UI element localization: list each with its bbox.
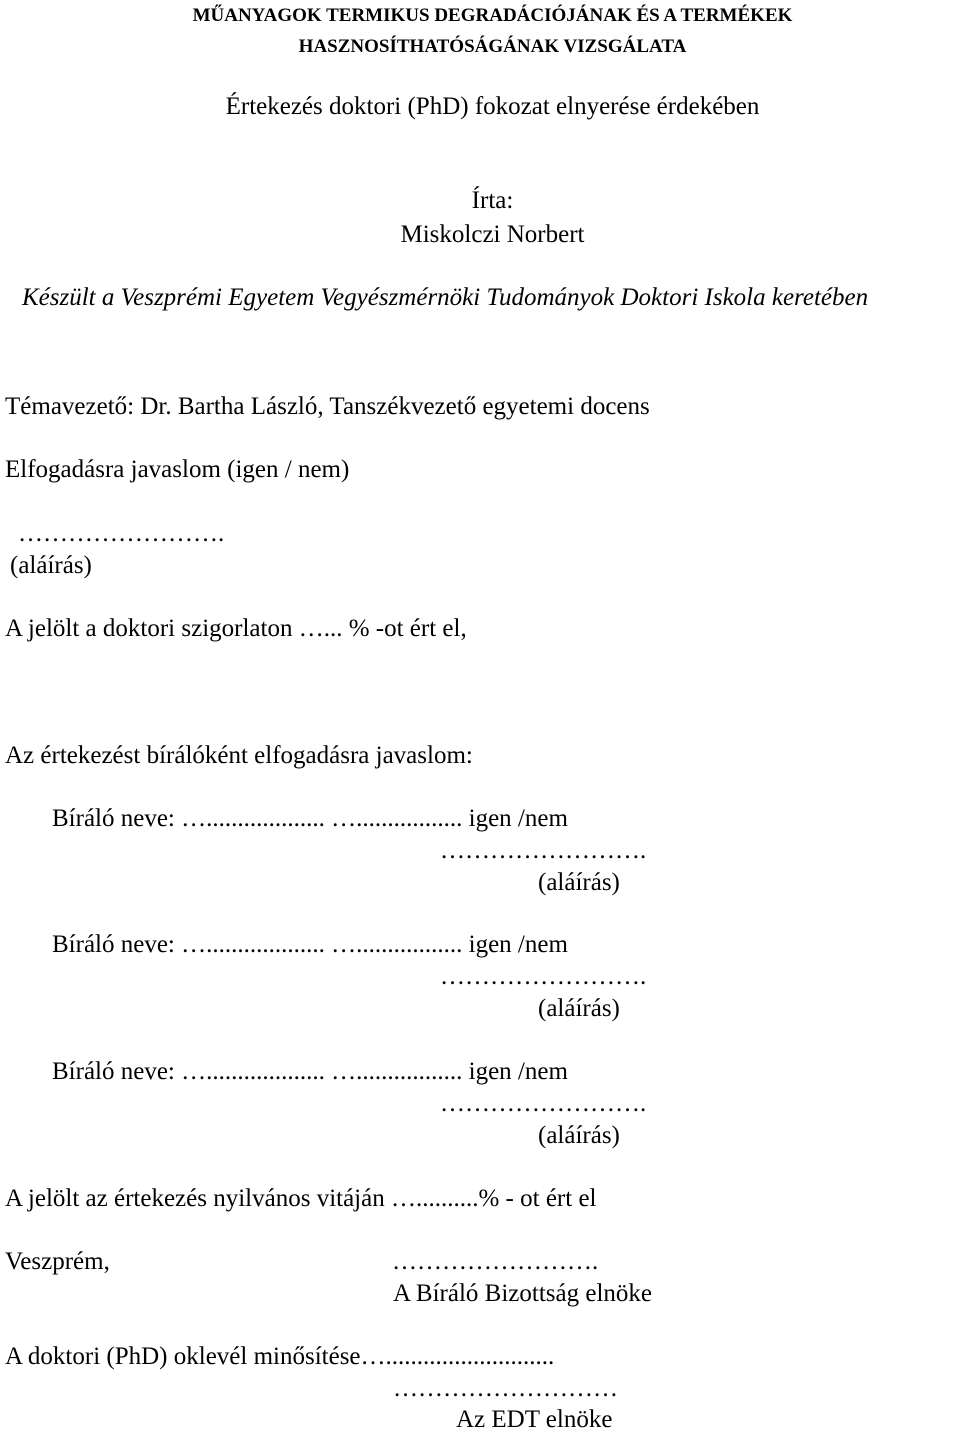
reviewer-1-signature-label: (aláírás): [538, 869, 620, 896]
supervisor-signature-label: (aláírás): [10, 552, 92, 579]
diploma-grading-line: A doktori (PhD) oklevél minősítése…...........................: [5, 1343, 555, 1370]
reviewers-intro: Az értekezést bírálóként elfogadásra javaslom:: [5, 742, 473, 769]
edt-signature-dots: ………………………: [393, 1375, 618, 1402]
subtitle: Értekezés doktori (PhD) fokozat elnyerése érdekében: [225, 93, 760, 120]
reviewer-2-signature-dots: …………………….: [440, 963, 647, 990]
committee-chair-label: A Bíráló Bizottság elnöke: [393, 1280, 652, 1307]
place-label: Veszprém,: [5, 1248, 110, 1275]
defense-result-line: A jelölt az értekezés nyilvános vitáján …..........% - ot ért el: [5, 1185, 597, 1212]
document-title-line-1: MŰANYAGOK TERMIKUS DEGRADÁCIÓJÁNAK ÉS A TERMÉKEK: [192, 5, 793, 26]
reviewer-3-signature-label: (aláírás): [538, 1122, 620, 1149]
author-name: Miskolczi Norbert: [400, 221, 585, 248]
reviewer-1-line: Bíráló neve: …................... …................. igen /nem: [52, 805, 568, 832]
reviewer-2-signature-label: (aláírás): [538, 995, 620, 1022]
reviewer-3-signature-dots: …………………….: [440, 1090, 647, 1117]
edt-chair-label: Az EDT elnöke: [456, 1406, 613, 1433]
committee-signature-dots: …………………….: [392, 1248, 599, 1275]
reviewer-2-line: Bíráló neve: …................... …................. igen /nem: [52, 931, 568, 958]
supervisor-signature-dots: …………………….: [18, 520, 225, 547]
institution-line: Készült a Veszprémi Egyetem Vegyészmérnöki Tudományok Doktori Iskola keretében: [22, 284, 869, 311]
reviewer-3-line: Bíráló neve: …................... …................. igen /nem: [52, 1058, 568, 1085]
supervisor-line: Témavezető: Dr. Bartha László, Tanszékvezető egyetemi docens: [5, 393, 650, 420]
exam-result-line: A jelölt a doktori szigorlaton …... % -ot ért el,: [5, 615, 467, 642]
author-label: Írta:: [471, 187, 514, 214]
reviewer-1-signature-dots: …………………….: [440, 837, 647, 864]
document-title-line-2: HASZNOSÍTHATÓSÁGÁNAK VIZSGÁLATA: [298, 36, 687, 57]
acceptance-recommendation: Elfogadásra javaslom (igen / nem): [5, 456, 350, 483]
